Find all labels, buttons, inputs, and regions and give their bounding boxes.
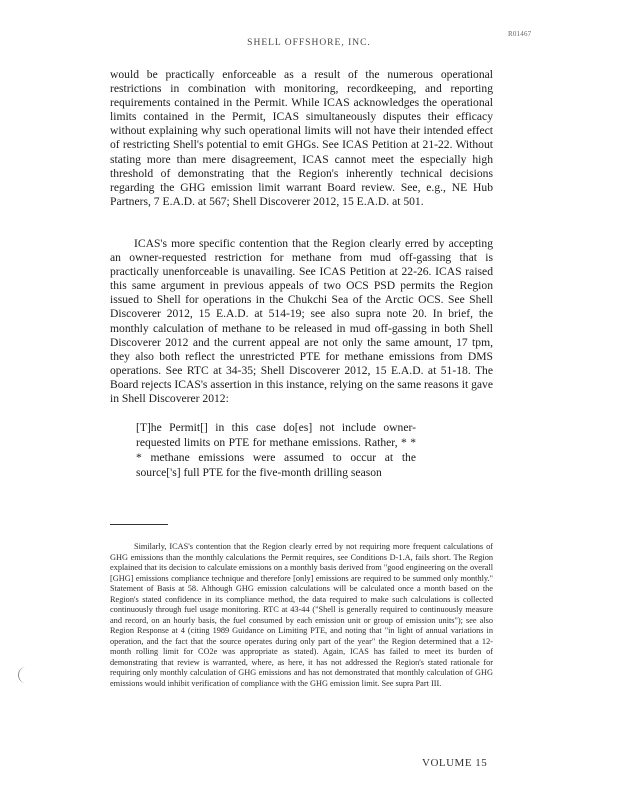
page-footer: VOLUME 15 <box>422 757 488 769</box>
body-paragraph <box>110 237 493 406</box>
footnote: Similarly, ICAS's contention that the Region clearly erred by not requiring more frequent calculations of GHG emissions than the monthly calculations the Permit requires, see Conditions D-1.A, fails short. The Region explained that its decision to calculate emissions on a monthly basis derived from "good engineering on the overall [GHG] emissions compliance technique and therefore [only] emissions are required to be summed only monthly." Statement of Basis at 58. Although GHG emission calculations will be calculated once a month based on the Region's stated confidence in its compliance method, the data required to make such calculations is collected continuously through fuel usage monitoring. RTC at 43-44 ("Shell is generally required to continuously measure and record, on an hourly basis, the fuel consumed by each emission unit or group of emission units"); see also Region Response at 4 (citing 1989 Guidance on Limiting PTE, and noting that "in light of annual variations in operation, and the fact that the source operates during only part of the year" the Region determined that a 12-month rolling limit for CO2e was appropriate as stated). Again, ICAS has failed to meet its burden of demonstrating that review is warranted, where, as here, it has not addressed the Region's stated rationale for requiring only monthly calculation of GHG emissions and has not demonstrated that monthly calculation of GHG emissions would inhibit verification of compliance with the GHG emission limit. See supra Part III. <box>110 542 493 688</box>
running-head: SHELL OFFSHORE, INC. <box>247 38 371 48</box>
page-id: R01467 <box>508 30 532 38</box>
body-paragraph <box>110 68 493 209</box>
block-quote: [T]he Permit[] in this case do[es] not include owner-requested limits on PTE for methane emissions. Rather, * * * methane emissions were assumed to occur at the source['s] full PTE for the five-month drilling season <box>136 421 416 479</box>
paragraph-text: ICAS's more specific contention that the Region clearly erred by accepting an owner-requested restriction for methane from mud off-gassing that is practically unenforceable is unavailing. See ICAS Petition at 22-26. ICAS raised this same argument in previous appeals of two OCS PSD permits the Region issued to Shell for operations in the Chukchi Sea of the Arctic OCS. See Shell Discoverer 2012, 15 E.A.D. at 514-19; see also supra note 20. In brief, the monthly calculation of methane to be released in mud off-gassing in both Shell Discoverer 2012 and the current appeal are not only the same amount, 17 tpm, they also both reflect the unrestricted PTE for methane emissions from DMS operations. See RTC at 34-35; Shell Discoverer 2012, 15 E.A.D. at 51-18. The Board rejects ICAS's assertion in this instance, relying on the same reasons it gave in Shell Discoverer 2012: <box>110 237 493 406</box>
binding-mark-icon <box>18 667 33 683</box>
footnote-divider <box>110 524 168 525</box>
paragraph-text: would be practically enforceable as a result of the numerous operational restrictions in combination with monitoring, recordkeeping, and reporting requirements contained in the Permit. While ICAS acknowledges the operational limits contained in the Permit, ICAS simultaneously disputes their efficacy without explaining why such operational limits will not have their intended effect of restricting Shell's potential to emit GHGs. See ICAS Petition at 21-22. Without stating more than mere disagreement, ICAS cannot meet the especially high threshold of demonstrating that the Region's inherently technical decisions regarding the GHG emission limit warrant Board review. See, e.g., NE Hub Partners, 7 E.A.D. at 567; Shell Discoverer 2012, 15 E.A.D. at 501. <box>110 68 493 208</box>
